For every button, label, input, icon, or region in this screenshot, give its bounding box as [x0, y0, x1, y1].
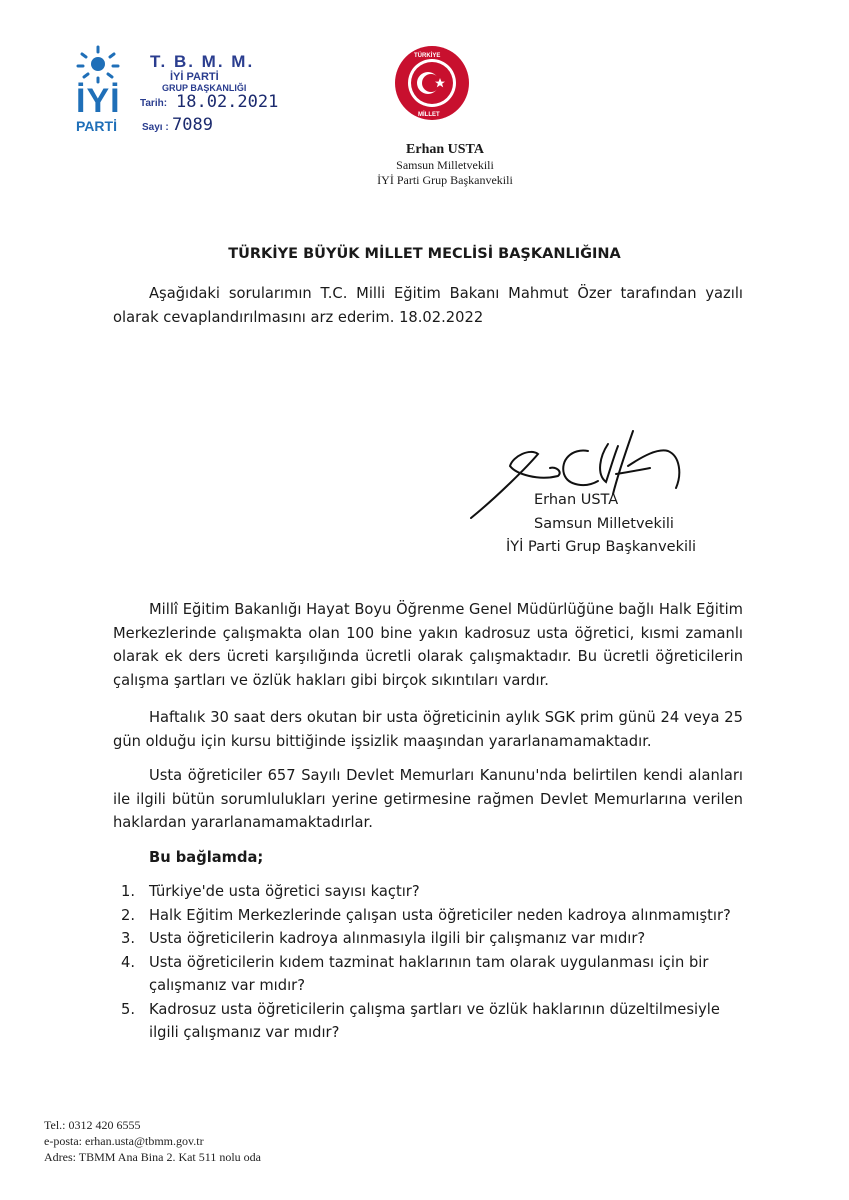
signature-name: Erhan USTA [534, 492, 619, 508]
party-stamp [140, 50, 300, 150]
question-item: 3. Usta öğreticilerin kadroya alınmasıyla ilgili bir çalışmanız var mıdır? [121, 930, 646, 947]
iyi-parti-logo [72, 44, 124, 134]
question-list [113, 880, 753, 1045]
footer-phone: Tel.: 0312 420 6555 [44, 1118, 141, 1132]
stamp-line-3: GRUP BAŞKANLIĞI [162, 83, 247, 93]
signature-block [506, 489, 746, 560]
header-title-1: Samsun Milletvekili [396, 158, 494, 172]
body-paragraph-3 [113, 764, 743, 835]
header-name: Erhan USTA [406, 142, 484, 157]
body-paragraph-1 [113, 598, 743, 692]
header-title-2: İYİ Parti Grup Başkanvekili [377, 173, 513, 187]
question-item: 4. Usta öğreticilerin kıdem tazminat haklarının tam olarak uygulanması için bir çalışmanız var mıdır? [121, 953, 709, 994]
tbmm-emblem [394, 45, 470, 121]
svg-text:TÜRKİYE: TÜRKİYE [414, 53, 441, 59]
stamp-date-value: 18.02.2021 [176, 92, 279, 112]
logo-word: PARTİ [76, 118, 117, 134]
stamp-date-label: Tarih: [140, 98, 168, 109]
sun-icon [72, 44, 124, 84]
intro-text: Aşağıdaki sorularımın T.C. Milli Eğitim Bakanı Mahmut Özer tarafından yazılı olarak cevaplandırılmasını arz ederim. 18.02.2022 [113, 285, 743, 326]
stamp-number-label: Sayı : [142, 122, 169, 133]
contact-footer [44, 1117, 261, 1165]
body-paragraph-2 [113, 706, 743, 753]
footer-address: Adres: TBMM Ana Bina 2. Kat 511 nolu oda [44, 1150, 261, 1164]
intro-paragraph [113, 282, 743, 329]
signature-title-1: Samsun Milletvekili [534, 515, 674, 532]
svg-text:MİLLET: MİLLET [418, 112, 440, 118]
question-item: 2. Halk Eğitim Merkezlerinde çalışan usta öğreticiler neden kadroya alınmamıştır? [121, 906, 731, 924]
signature-title-2: İYİ Parti Grup Başkanvekili [506, 539, 697, 555]
document-title: TÜRKİYE BÜYÜK MİLLET MECLİSİ BAŞKANLIĞINA [228, 246, 621, 262]
paragraph-text: Haftalık 30 saat ders okutan bir usta öğreticinin aylık SGK prim günü 24 veya 25 gün olduğu için kursu bittiğinde işsizlik maaşından yararlanamamaktadır. [113, 709, 743, 750]
stamp-line-2: İYİ PARTİ [170, 71, 219, 83]
context-heading-row [113, 846, 743, 870]
question-item: 1. Türkiye'de usta öğretici sayısı kaçtır? [121, 883, 420, 900]
question-item: 5. Kadrosuz usta öğreticilerin çalışma şartları ve özlük haklarının düzeltilmesiyle ilgili çalışmanız var mıdır? [121, 1000, 720, 1041]
footer-email: e-posta: erhan.usta@tbmm.gov.tr [44, 1134, 204, 1148]
stamp-number-value: 7089 [172, 115, 213, 135]
stamp-line-1: T. B. M. M. [150, 52, 255, 71]
context-heading: Bu bağlamda; [149, 849, 264, 866]
paragraph-text: Millî Eğitim Bakanlığı Hayat Boyu Öğrenme Genel Müdürlüğüne bağlı Halk Eğitim Merkezlerinde çalışmakta olan 100 bine yakın kadrosuz usta öğretici, kısmi zamanlı olarak ek ders ücreti karşılığında ücretli olarak çalışmaktadır. Bu ücretli öğreticilerin çalışma şartları ve özlük hakları gibi birçok sıkıntıları vardır. [113, 601, 743, 689]
logo-letters: İYİ [76, 82, 121, 120]
paragraph-text: Usta öğreticiler 657 Sayılı Devlet Memurları Kanunu'nda belirtilen kendi alanları ile ilgili bütün sorumlulukları yerine getirmesine rağmen Devlet Memurlarına verilen haklardan yararlanamamaktadırlar. [113, 767, 743, 831]
header-name-block [375, 142, 515, 188]
